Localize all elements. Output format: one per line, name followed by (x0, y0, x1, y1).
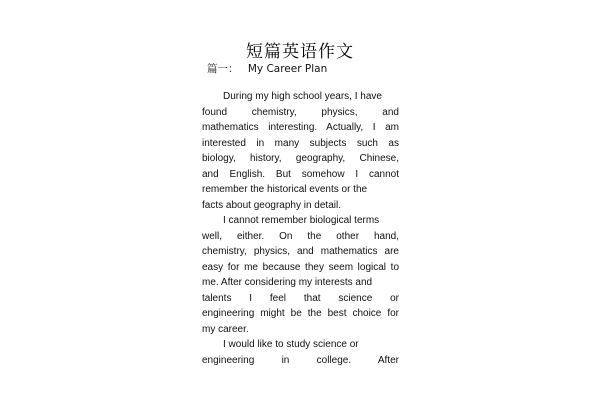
essay-line: interested in many subjects such as (202, 137, 399, 149)
essay-line: During my high school years, I have (223, 91, 382, 102)
essay-line: easy for me because they seem logical to (202, 261, 399, 273)
essay-number-label: 篇一： (207, 63, 239, 75)
essay-line: chemistry, physics, and mathematics are (202, 246, 399, 257)
essay-line: I would like to study science or (223, 339, 359, 350)
essay-line: and English. But somehow I cannot (202, 168, 399, 180)
essay-line: found chemistry, physics, and (202, 106, 399, 118)
essay-line: well, either. On the other hand, (202, 230, 399, 242)
essay-line: mathematics interesting. Actually, I am (202, 122, 399, 133)
essay-line: me. After considering my interests and (202, 277, 373, 288)
essay-line: facts about geography in detail. (202, 199, 341, 211)
essay-line: remember the historical events or the (202, 184, 368, 195)
essay-title: My Career Plan (247, 63, 328, 75)
essay-subtitle (207, 61, 327, 76)
essay-line: biology, history, geography, Chinese, (202, 153, 399, 164)
essay-line: engineering might be the best choice for (202, 308, 399, 319)
essay-line: engineering in college. After (202, 354, 399, 366)
essay-line: talents I feel that science or (202, 292, 399, 304)
essay-line: my career. (202, 323, 249, 335)
essay-line: I cannot remember biological terms (223, 215, 380, 226)
essay-body (202, 89, 399, 368)
document-title: 短篇英语作文 (246, 42, 354, 62)
